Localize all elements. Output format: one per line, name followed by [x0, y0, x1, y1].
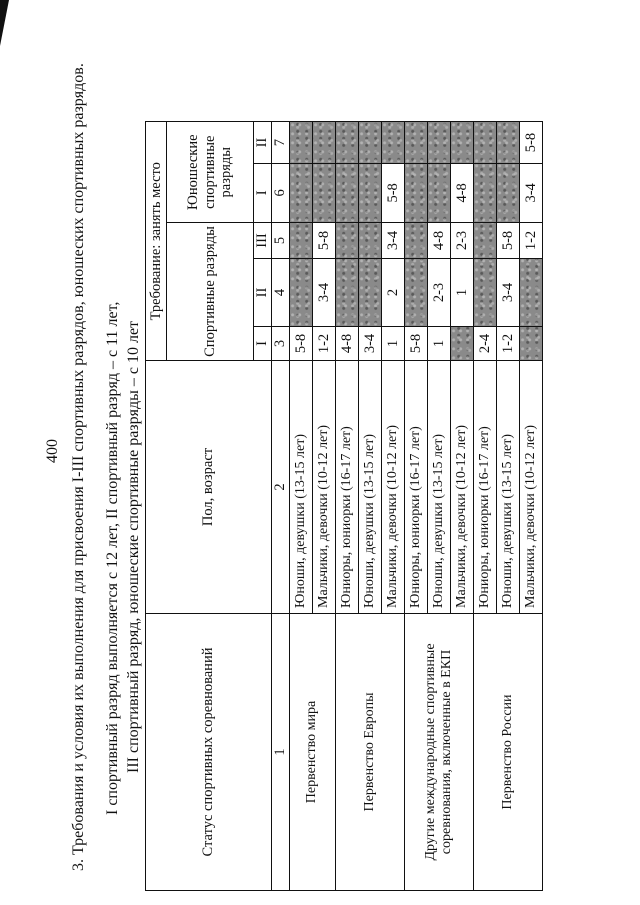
header-requirement: Требование: занять место	[146, 122, 167, 361]
page-number: 400	[44, 439, 61, 463]
table-row	[336, 122, 359, 891]
table-header	[146, 122, 290, 891]
table-row	[405, 122, 428, 891]
rank-2-cell	[520, 259, 543, 327]
rank-1-cell	[520, 327, 543, 361]
age-cell: Юниоры, юниорки (16-17 лет)	[474, 361, 497, 614]
requirements-table	[145, 121, 543, 891]
rank-2-cell: 3-4	[313, 259, 336, 327]
rank-1-cell: 1-2	[497, 327, 520, 361]
age-cell: Юниоры, юниорки (16-17 лет)	[336, 361, 359, 614]
youth-2-cell	[290, 122, 313, 163]
age-cell: Юноши, девушки (13-15 лет)	[497, 361, 520, 614]
rank-3-cell: 5-8	[497, 223, 520, 259]
table-row	[474, 122, 497, 891]
youth-2-cell	[382, 122, 405, 163]
age-cell: Мальчики, девочки (10-12 лет)	[382, 361, 405, 614]
header-age: Пол, возраст	[146, 361, 272, 614]
youth-1-cell	[428, 163, 451, 222]
youth-1-cell	[290, 163, 313, 222]
rank-3-cell	[474, 223, 497, 259]
rank-1-cell: 1	[382, 327, 405, 361]
rank-1-cell: 1	[428, 327, 451, 361]
youth-2-cell	[336, 122, 359, 163]
header-rank-3: III	[254, 223, 272, 259]
youth-2-cell: 5-8	[520, 122, 543, 163]
header-status: Статус спортивных соревнований	[146, 614, 272, 891]
rank-2-cell: 3-4	[497, 259, 520, 327]
youth-2-cell	[451, 122, 474, 163]
rank-1-cell: 4-8	[336, 327, 359, 361]
column-number: 5	[272, 223, 290, 259]
youth-1-cell: 5-8	[382, 163, 405, 222]
youth-1-cell	[497, 163, 520, 222]
rank-2-cell	[290, 259, 313, 327]
column-number: 3	[272, 327, 290, 361]
header-rank-2: II	[254, 259, 272, 327]
youth-2-cell	[313, 122, 336, 163]
youth-2-cell	[474, 122, 497, 163]
status-cell: Первенство России	[474, 614, 543, 891]
youth-2-cell	[359, 122, 382, 163]
age-cell: Юниоры, юниорки (16-17 лет)	[405, 361, 428, 614]
column-number: 1	[272, 614, 290, 891]
age-cell: Юноши, девушки (13-15 лет)	[359, 361, 382, 614]
age-cell: Мальчики, девочки (10-12 лет)	[451, 361, 474, 614]
header-rank-1: I	[254, 327, 272, 361]
rank-2-cell: 2-3	[428, 259, 451, 327]
column-number: 4	[272, 259, 290, 327]
rank-2-cell	[474, 259, 497, 327]
youth-1-cell	[474, 163, 497, 222]
youth-1-cell: 4-8	[451, 163, 474, 222]
rank-1-cell: 2-4	[474, 327, 497, 361]
rank-1-cell: 5-8	[405, 327, 428, 361]
rank-2-cell	[359, 259, 382, 327]
youth-1-cell	[405, 163, 428, 222]
rank-2-cell: 1	[451, 259, 474, 327]
status-cell: Первенство мира	[290, 614, 336, 891]
rank-2-cell	[336, 259, 359, 327]
age-note-line-1: I спортивный разряд выполняется с 12 лет, II спортивный разряд – с 11 лет,	[104, 301, 121, 815]
youth-1-cell	[359, 163, 382, 222]
header-youth-ranks: Юношеские спортивные разряды	[167, 122, 254, 223]
section-heading: 3. Требования и условия их выполнения для присвоения I-III спортивных разрядов, юношеских спортивных разрядов.	[70, 63, 87, 871]
rank-3-cell	[359, 223, 382, 259]
rank-3-cell: 4-8	[428, 223, 451, 259]
header-sport-ranks: Спортивные разряды	[167, 223, 254, 361]
youth-1-cell: 3-4	[520, 163, 543, 222]
youth-2-cell	[405, 122, 428, 163]
rank-3-cell	[290, 223, 313, 259]
age-cell: Юноши, девушки (13-15 лет)	[428, 361, 451, 614]
rank-2-cell: 2	[382, 259, 405, 327]
youth-1-cell	[313, 163, 336, 222]
youth-2-cell	[428, 122, 451, 163]
rank-3-cell: 3-4	[382, 223, 405, 259]
age-cell: Мальчики, девочки (10-12 лет)	[313, 361, 336, 614]
age-cell: Мальчики, девочки (10-12 лет)	[520, 361, 543, 614]
rank-1-cell: 3-4	[359, 327, 382, 361]
rank-3-cell	[336, 223, 359, 259]
youth-2-cell	[497, 122, 520, 163]
rank-3-cell: 1-2	[520, 223, 543, 259]
rank-3-cell: 5-8	[313, 223, 336, 259]
youth-1-cell	[336, 163, 359, 222]
status-cell: Первенство Европы	[336, 614, 405, 891]
table-body	[290, 122, 543, 891]
table-row	[290, 122, 313, 891]
age-note-line-2: III спортивный разряд, юношеские спортивные разряды – с 10 лет	[125, 320, 142, 773]
column-number: 6	[272, 163, 290, 222]
rank-1-cell	[451, 327, 474, 361]
rank-1-cell: 5-8	[290, 327, 313, 361]
rank-3-cell	[405, 223, 428, 259]
column-number: 2	[272, 361, 290, 614]
rank-1-cell: 1-2	[313, 327, 336, 361]
header-youth-1: I	[254, 163, 272, 222]
rank-2-cell	[405, 259, 428, 327]
status-cell: Другие международные спортивные соревнования, включенные в ЕКП	[405, 614, 474, 891]
header-youth-2: II	[254, 122, 272, 163]
column-number: 7	[272, 122, 290, 163]
age-cell: Юноши, девушки (13-15 лет)	[290, 361, 313, 614]
rank-3-cell: 2-3	[451, 223, 474, 259]
